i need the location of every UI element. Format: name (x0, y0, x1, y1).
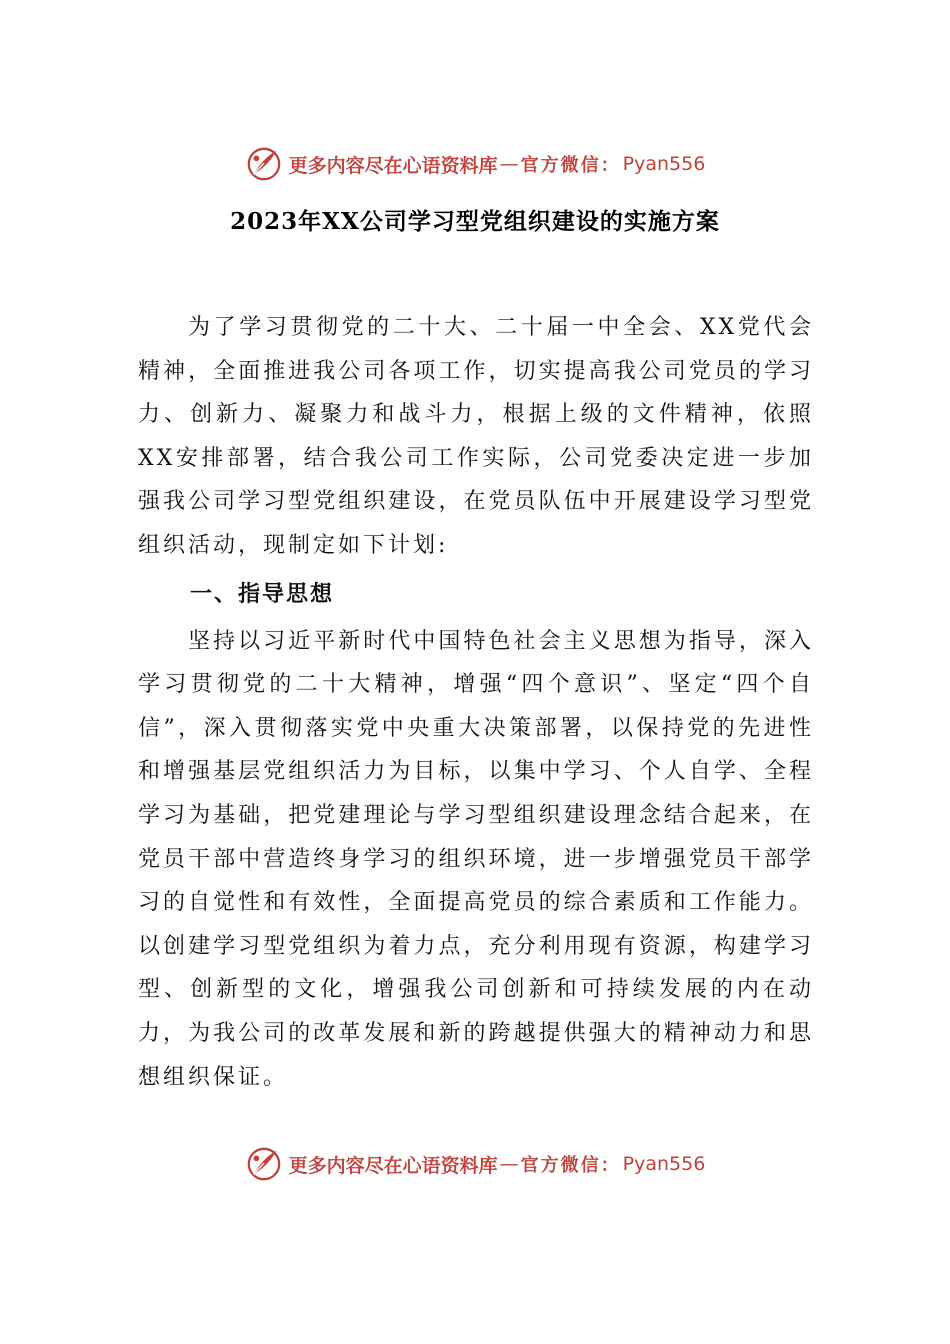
watermark-main-text: 更多内容尽在心语资料库 (288, 1154, 498, 1177)
document-body (138, 306, 814, 1099)
watermark-wechat-label: 官方微信： (520, 1155, 621, 1176)
watermark-wechat-id: Pyan556 (622, 153, 706, 175)
watermark-wechat-label: 官方微信： (520, 155, 621, 176)
watermark-dash: — (499, 1153, 519, 1175)
watermark-wechat-id: Pyan556 (622, 1153, 706, 1175)
section-paragraph: 坚持以习近平新时代中国特色社会主义思想为指导，深入学习贯彻党的二十大精神，增强“四个意识”、坚定“四个自信”，深入贯彻落实党中央重大决策部署，以保持党的先进性和增强基层党组织活力为目标，以集中学习、个人自学、全程学习为基础，把党建理论与学习型组织建设理念结合起来，在党员干部中营造终身学习的组织环境，进一步增强党员干部学习的自觉性和有效性，全面提高党员的综合素质和工作能力。以创建学习型党组织为着力点，充分利用现有资源，构建学习型、创新型的文化，增强我公司创新和可持续发展的内在动力，为我公司的改革发展和新的跨越提供强大的精神动力和思想组织保证。 (138, 628, 814, 1090)
intro-paragraph: 为了学习贯彻党的二十大、二十届一中全会、XX党代会精神，全面推进我公司各项工作，切实提高我公司党员的学习力、创新力、凝聚力和战斗力，根据上级的文件精神，依照XX安排部署，结合我公司工作实际，公司党委决定进一步加强我公司学习型党组织建设，在党员队伍中开展建设学习型党组织活动，现制定如下计划: (138, 315, 814, 558)
document-title: 2023年XX公司学习型党组织建设的实施方案 (230, 208, 720, 235)
watermark-banner-top (0, 142, 950, 186)
watermark-main-text: 更多内容尽在心语资料库 (288, 154, 498, 177)
quill-logo-icon (245, 1145, 283, 1183)
watermark-banner-bottom (0, 1142, 950, 1186)
section-heading: 一、指导思想 (190, 580, 335, 607)
watermark-dash: — (499, 153, 519, 175)
quill-logo-icon (245, 145, 283, 183)
